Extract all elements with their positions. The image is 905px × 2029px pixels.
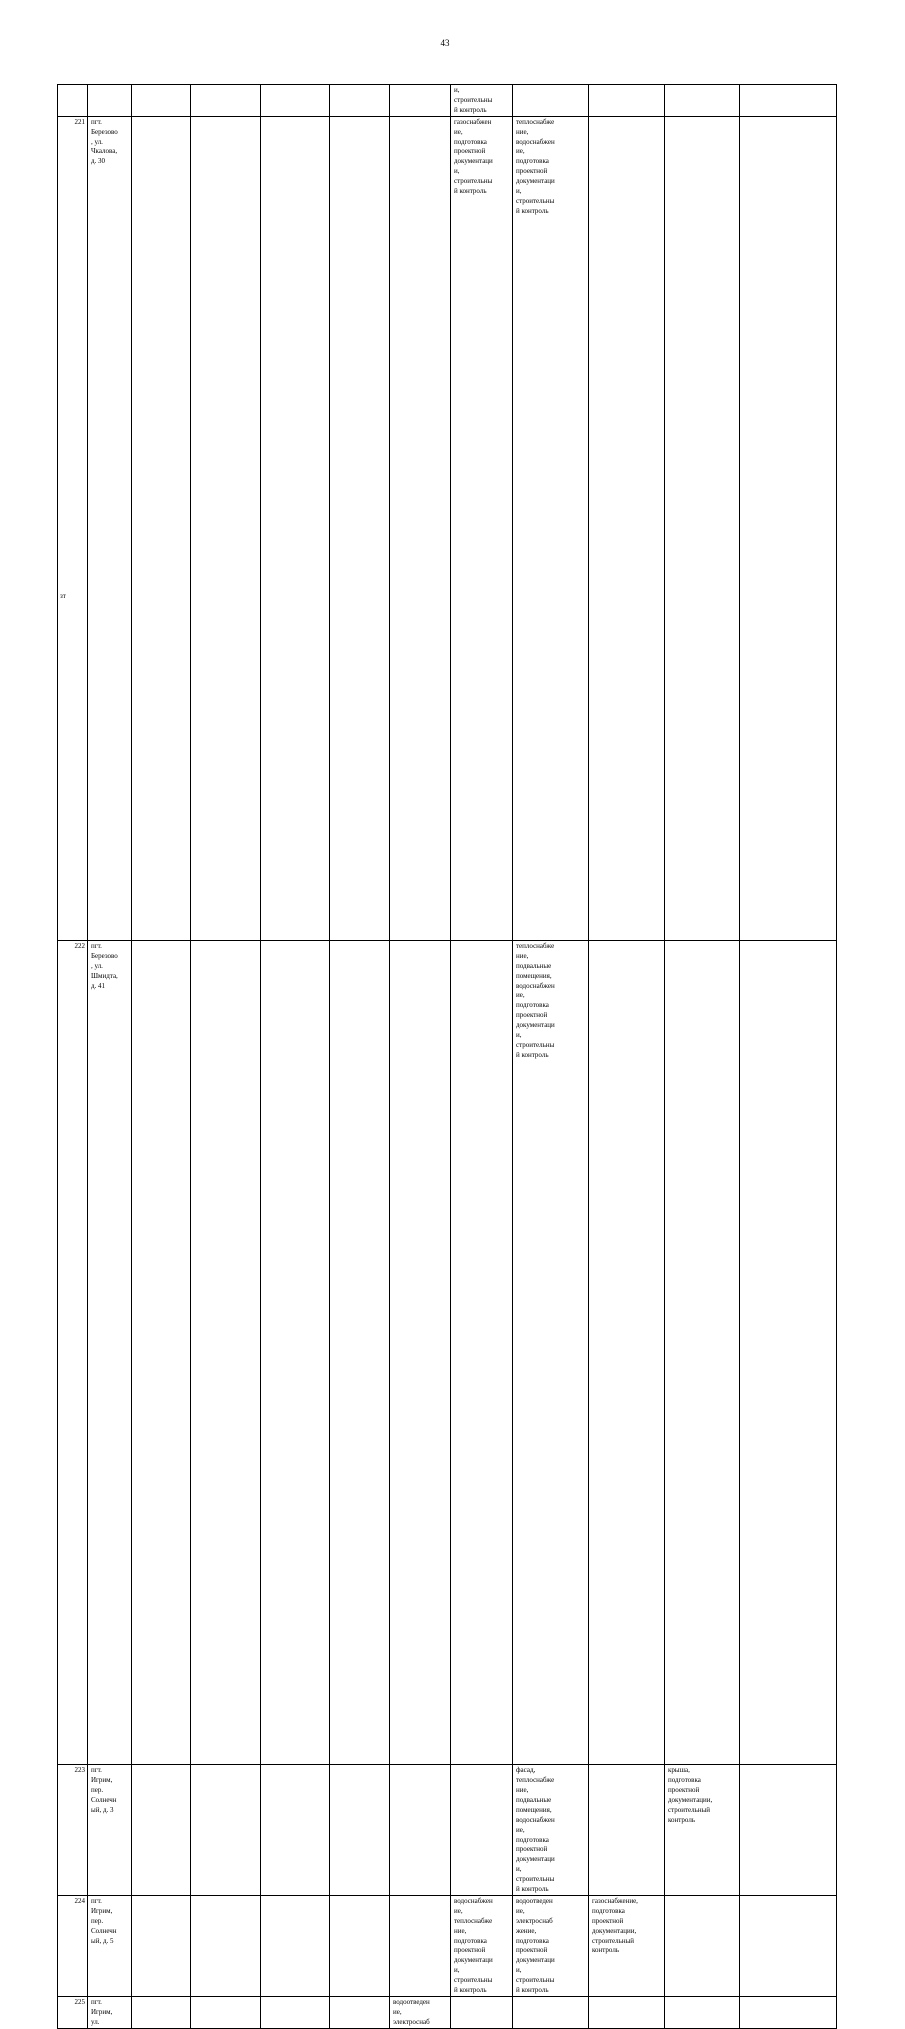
work-cell	[665, 1895, 740, 1996]
work-cell	[513, 116, 589, 940]
work-description: водоотведен ие, электроснаб	[393, 1998, 430, 2026]
work-cell	[390, 940, 451, 1764]
table-row	[58, 1895, 837, 1996]
work-cell	[665, 85, 740, 117]
work-cell	[330, 85, 390, 117]
work-description: теплоснабже ние, водоснабжен ие, подготовка проектной документаци и, строительны й контроль	[516, 117, 555, 215]
work-cell	[589, 940, 665, 1764]
address-text: пгт. Игрим, пер. Солнечн ый, д. 5	[91, 1896, 117, 1945]
work-cell	[330, 1997, 390, 2029]
row-number-cell: 221	[58, 116, 88, 940]
work-cell	[330, 116, 390, 940]
work-cell	[451, 1997, 513, 2029]
work-cell	[589, 1765, 665, 1896]
work-cell	[191, 85, 261, 117]
work-cell	[191, 940, 261, 1764]
work-cell	[261, 940, 330, 1764]
address-cell	[88, 85, 132, 117]
work-cell	[330, 940, 390, 1764]
table-row	[58, 85, 837, 117]
work-description: и, строительны й контроль	[454, 86, 493, 114]
work-cell	[132, 1997, 191, 2029]
work-cell	[191, 1895, 261, 1996]
address-cell	[88, 1997, 132, 2029]
row-number-cell: 222	[58, 940, 88, 1764]
footer-text: зт	[60, 592, 66, 600]
work-cell	[665, 1997, 740, 2029]
work-cell	[132, 1765, 191, 1896]
work-cell	[740, 116, 837, 940]
address-text: пгт. Игрим, ул.	[91, 1998, 113, 2026]
work-cell	[740, 1997, 837, 2029]
work-cell	[513, 1997, 589, 2029]
work-description: фасад, теплоснабже ние, подвальные помещения, водоснабжен ие, подготовка проектной документаци и, строительны й контроль	[516, 1766, 555, 1894]
address-cell	[88, 940, 132, 1764]
work-cell	[740, 85, 837, 117]
row-number-cell	[58, 85, 88, 117]
work-cell	[390, 85, 451, 117]
work-cell	[451, 116, 513, 940]
repair-schedule-table	[57, 84, 837, 2029]
work-cell	[191, 1765, 261, 1896]
work-cell	[390, 116, 451, 940]
row-number-cell: 223	[58, 1765, 88, 1896]
work-cell	[132, 116, 191, 940]
work-cell	[390, 1997, 451, 2029]
address-cell	[88, 1895, 132, 1996]
work-description: газоснабжение, подготовка проектной документации, строительный контроль	[592, 1896, 638, 1955]
work-cell	[261, 1895, 330, 1996]
row-number-cell: 224	[58, 1895, 88, 1996]
table-row	[58, 1997, 837, 2029]
work-cell	[132, 1895, 191, 1996]
work-cell	[589, 116, 665, 940]
work-description: водоснабжен ие, теплоснабже ние, подготовка проектной документаци и, строительны й контроль	[454, 1896, 493, 1995]
work-cell	[330, 1895, 390, 1996]
row-number-cell: 225	[58, 1997, 88, 2029]
work-cell	[513, 1895, 589, 1996]
table-row	[58, 940, 837, 1764]
address-text: пгт. Игрим, пер. Солнечн ый, д. 3	[91, 1766, 117, 1814]
work-description: газоснабжен ие, подготовка проектной документаци и, строительны й контроль	[454, 117, 493, 196]
table-row	[58, 1765, 837, 1896]
work-description: водоотведен ие, электроснаб жение, подготовка проектной документаци и, строительны й контроль	[516, 1896, 555, 1995]
address-cell	[88, 1765, 132, 1896]
work-cell	[589, 85, 665, 117]
work-cell	[740, 1765, 837, 1896]
table-row	[58, 116, 837, 940]
work-cell	[390, 1765, 451, 1896]
work-cell	[665, 1765, 740, 1896]
work-cell	[451, 1895, 513, 1996]
work-cell	[451, 940, 513, 1764]
address-text: пгт. Березово , ул. Чкалова, д. 30	[91, 117, 118, 166]
work-cell	[451, 85, 513, 117]
work-cell	[665, 940, 740, 1764]
page-number: 43	[440, 38, 450, 48]
work-cell	[513, 1765, 589, 1896]
work-cell	[191, 1997, 261, 2029]
work-cell	[261, 1765, 330, 1896]
work-cell	[589, 1997, 665, 2029]
work-cell	[665, 116, 740, 940]
work-cell	[451, 1765, 513, 1896]
work-cell	[132, 940, 191, 1764]
work-cell	[191, 116, 261, 940]
address-cell	[88, 116, 132, 940]
work-cell	[513, 85, 589, 117]
work-cell	[513, 940, 589, 1764]
work-cell	[740, 940, 837, 1764]
work-cell	[132, 85, 191, 117]
work-description: крыша, подготовка проектной документации, строительный контроль	[668, 1766, 713, 1824]
work-cell	[261, 1997, 330, 2029]
work-description: теплоснабже ние, подвальные помещения, водоснабжен ие, подготовка проектной документаци и, строительны й контроль	[516, 941, 555, 1059]
address-text: пгт. Березово , ул. Шмидта, д. 41	[91, 941, 118, 990]
work-cell	[589, 1895, 665, 1996]
work-cell	[330, 1765, 390, 1896]
work-cell	[740, 1895, 837, 1996]
work-cell	[390, 1895, 451, 1996]
work-cell	[261, 85, 330, 117]
work-cell	[261, 116, 330, 940]
